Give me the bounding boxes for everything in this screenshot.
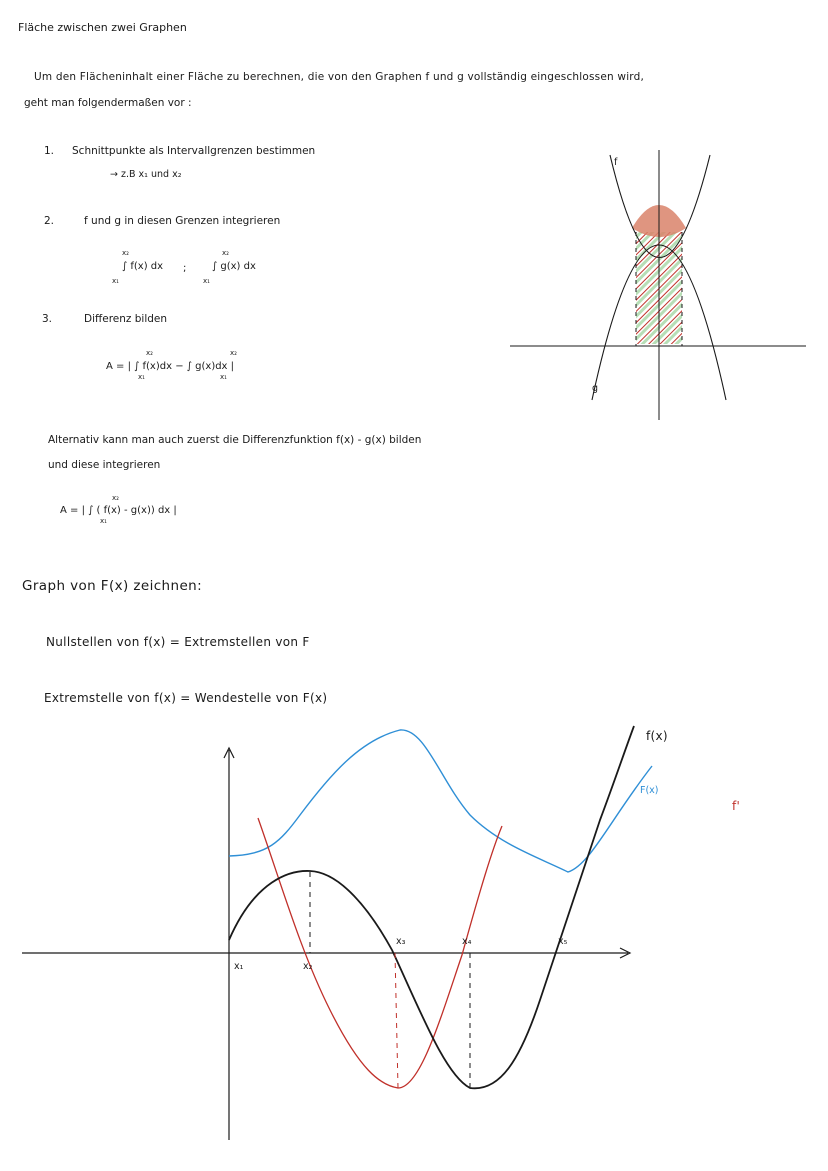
page-title: Fläche zwischen zwei Graphen: [18, 21, 187, 34]
integral-g-lower: x₁: [203, 277, 210, 285]
step-2-text: f und g in diesen Grenzen integrieren: [84, 215, 281, 227]
step-2-number: 2.: [44, 215, 55, 227]
section-2-heading: Graph von F(x) zeichnen:: [22, 578, 203, 594]
graph-f: [229, 726, 634, 1088]
step-3-text: Differenz bilden: [84, 313, 168, 325]
integral-g-upper: x₂: [222, 249, 229, 257]
alt-lower: x₁: [100, 517, 107, 525]
integral-g: ∫ g(x) dx: [212, 261, 256, 272]
intro-line-1: Um den Flächeninhalt einer Fläche zu berechnen, die von den Graphen f und g vollständig eingeschlossen wird,: [34, 71, 645, 83]
integral-f-upper: x₂: [122, 249, 129, 257]
step-1-text: Schnittpunkte als Intervallgrenzen bestimmen: [72, 145, 316, 157]
step-3-number: 3.: [42, 313, 53, 325]
rule-1: Nullstellen von f(x) = Extremstellen von F: [46, 635, 310, 649]
integral-f: ∫ f(x) dx: [122, 261, 164, 272]
intro-line-2: geht man folgendermaßen vor :: [24, 97, 192, 109]
alternative-line-1: Alternativ kann man auch zuerst die Differenzfunktion f(x) - g(x) bilden: [48, 434, 422, 446]
step-1-detail: → z.B x₁ und x₂: [110, 169, 182, 180]
integral-separator: ;: [183, 263, 187, 274]
area-g-upper: x₂: [230, 349, 237, 357]
point-x3: x₃: [396, 936, 406, 947]
diagram1-label-f: f: [614, 157, 618, 168]
area-f-upper: x₂: [146, 349, 153, 357]
alt-upper: x₂: [112, 494, 119, 502]
label-f: f(x): [646, 729, 668, 743]
rule-2: Extremstelle von f(x) = Wendestelle von F(x): [44, 691, 328, 705]
area-g-lower: x₁: [220, 373, 227, 381]
diagram1-label-g: g: [592, 383, 599, 394]
alternative-formula: A = | ∫ ( f(x) - g(x)) dx |: [60, 505, 177, 516]
alternative-line-2: und diese integrieren: [48, 459, 161, 471]
point-x2: x₂: [303, 961, 313, 972]
step-1-number: 1.: [44, 145, 55, 157]
label-fprime: f': [732, 799, 741, 813]
point-x1: x₁: [234, 961, 244, 972]
dashed-x3-red: [395, 953, 398, 1088]
area-formula: A = | ∫ f(x)dx − ∫ g(x)dx |: [106, 361, 235, 372]
label-F: F(x): [640, 785, 659, 796]
area-f-lower: x₁: [138, 373, 145, 381]
point-x4: x₄: [462, 936, 472, 947]
integral-f-lower: x₁: [112, 277, 119, 285]
point-x5: x₅: [558, 936, 568, 947]
graph-F: [229, 730, 652, 872]
